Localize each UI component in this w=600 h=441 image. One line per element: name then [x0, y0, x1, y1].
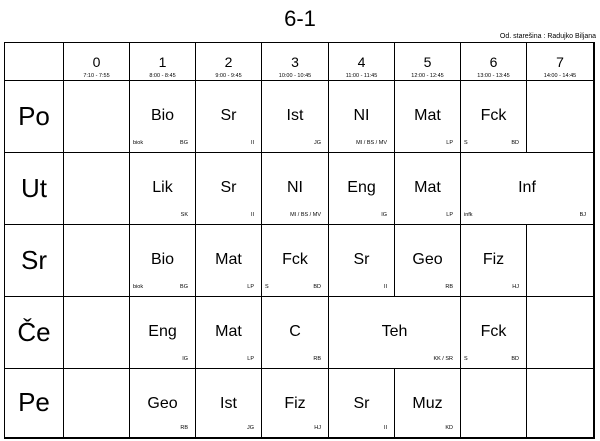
lesson-subject: Bio — [150, 251, 175, 268]
lesson-subject: Fck — [480, 107, 507, 124]
lesson-cell — [196, 369, 262, 438]
lesson-teacher: BD — [313, 284, 321, 290]
lesson-teacher: JG — [313, 140, 321, 146]
period-time: 11:00 - 11:45 — [345, 73, 378, 79]
empty-cell — [64, 153, 130, 225]
day-name: Ut — [21, 172, 47, 203]
lesson-subject: Fck — [282, 251, 308, 268]
lesson-cell — [395, 81, 461, 153]
empty-cell — [64, 369, 130, 438]
day-label — [5, 225, 64, 297]
head-teacher-label: Od. starešina : Radujko Biljana — [499, 33, 596, 40]
lesson-teacher: HJ — [314, 425, 321, 431]
period-header-5 — [395, 43, 461, 81]
lesson-cell — [262, 81, 329, 153]
empty-cell — [64, 81, 130, 153]
lesson-teacher: RB — [313, 356, 321, 362]
day-label — [5, 81, 64, 153]
day-name: Če — [17, 316, 51, 347]
empty-cell — [527, 225, 594, 297]
lesson-cell — [196, 297, 262, 369]
lesson-subject: Ist — [286, 107, 304, 124]
lesson-cell — [262, 297, 329, 369]
empty-cell — [461, 369, 527, 438]
period-header-2 — [196, 43, 262, 81]
lesson-teacher: II — [383, 425, 387, 431]
period-time: 14:00 - 14:45 — [543, 73, 577, 79]
lesson-teacher: BG — [180, 140, 188, 146]
lesson-cell — [395, 369, 461, 438]
lesson-subject: Teh — [381, 323, 408, 340]
lesson-cell — [329, 225, 395, 297]
lesson-cell — [329, 81, 395, 153]
period-header-7 — [527, 43, 594, 81]
lesson-cell — [329, 297, 461, 369]
lesson-cell — [329, 369, 395, 438]
lesson-cell — [395, 225, 461, 297]
lesson-cell — [461, 153, 594, 225]
lesson-subject: Bio — [150, 107, 175, 124]
day-label — [5, 153, 64, 225]
lesson-cell — [130, 81, 196, 153]
lesson-cell — [130, 297, 196, 369]
period-number: 2 — [224, 54, 233, 70]
lesson-cell — [196, 153, 262, 225]
lesson-subject: Geo — [147, 395, 178, 412]
lesson-teacher: RB — [445, 284, 453, 290]
lesson-teacher: IG — [381, 212, 387, 218]
lesson-subject: Inf — [518, 179, 536, 196]
lesson-teacher: II — [250, 212, 254, 218]
period-header-0 — [64, 43, 130, 81]
lesson-subject: Sr — [220, 107, 237, 124]
empty-cell — [64, 297, 130, 369]
lesson-subject: Lik — [152, 179, 173, 196]
lesson-subject: Fiz — [482, 251, 505, 268]
lesson-room: infk — [464, 212, 473, 218]
lesson-subject: Fck — [480, 323, 507, 340]
empty-cell — [527, 297, 594, 369]
lesson-teacher: LP — [247, 356, 254, 362]
lesson-subject: Geo — [412, 251, 443, 268]
period-time: 7:10 - 7:55 — [83, 73, 110, 79]
lesson-teacher: HJ — [512, 284, 519, 290]
period-time: 12:00 - 12:45 — [411, 73, 444, 79]
lesson-teacher: LP — [446, 140, 453, 146]
period-number: 1 — [158, 54, 167, 70]
timetable-grid — [4, 42, 595, 439]
lesson-cell — [329, 153, 395, 225]
lesson-subject: Eng — [347, 179, 376, 196]
lesson-cell — [461, 225, 527, 297]
lesson-room: biok — [133, 284, 144, 290]
lesson-teacher: KK / SR — [433, 356, 453, 362]
lesson-subject: NI — [353, 107, 370, 124]
lesson-teacher: LP — [247, 284, 254, 290]
period-number: 3 — [291, 54, 299, 70]
lesson-teacher: II — [250, 140, 254, 146]
lesson-cell — [262, 153, 329, 225]
lesson-teacher: MI / BS / MV — [290, 212, 321, 218]
lesson-subject: Ist — [220, 395, 237, 412]
lesson-teacher: II — [383, 284, 387, 290]
day-label — [5, 369, 64, 438]
lesson-teacher: BD — [511, 356, 519, 362]
period-time: 10:00 - 10:45 — [278, 73, 312, 79]
lesson-teacher: BG — [180, 284, 188, 290]
lesson-subject: Mat — [414, 179, 441, 196]
lesson-teacher: SK — [180, 212, 188, 218]
period-number: 6 — [489, 54, 498, 70]
lesson-subject: Mat — [414, 107, 441, 124]
lesson-teacher: BJ — [579, 212, 586, 218]
period-header-3 — [262, 43, 329, 81]
day-name: Pe — [18, 386, 50, 417]
lesson-subject: Muz — [412, 395, 443, 412]
period-number: 7 — [556, 54, 564, 70]
lesson-teacher: RB — [180, 425, 188, 431]
day-label — [5, 297, 64, 369]
period-time: 8:00 - 8:45 — [149, 73, 176, 79]
period-number: 4 — [357, 54, 366, 70]
empty-cell — [527, 369, 594, 438]
lesson-teacher: JG — [246, 425, 254, 431]
lesson-subject: Mat — [215, 251, 242, 268]
lesson-subject: Sr — [353, 395, 370, 412]
corner-cell — [5, 43, 64, 81]
lesson-room: S — [265, 284, 269, 290]
lesson-subject: Sr — [353, 251, 370, 268]
lesson-teacher: BD — [511, 140, 519, 146]
day-name: Sr — [21, 244, 47, 275]
lesson-cell — [262, 225, 329, 297]
lesson-subject: C — [289, 323, 301, 340]
period-header-6 — [461, 43, 527, 81]
period-number: 5 — [423, 54, 432, 70]
lesson-cell — [196, 81, 262, 153]
empty-cell — [527, 81, 594, 153]
lesson-teacher: MI / BS / MV — [356, 140, 387, 146]
lesson-room: S — [464, 140, 468, 146]
period-number: 0 — [92, 54, 101, 70]
lesson-subject: Mat — [215, 323, 242, 340]
period-time: 13:00 - 13:45 — [477, 73, 510, 79]
lesson-cell — [130, 153, 196, 225]
lesson-cell — [461, 81, 527, 153]
lesson-room: biok — [133, 140, 144, 146]
page-title: 6-1 — [284, 6, 316, 31]
period-header-1 — [130, 43, 196, 81]
lesson-teacher: LP — [446, 212, 453, 218]
lesson-cell — [130, 225, 196, 297]
lesson-cell — [461, 297, 527, 369]
lesson-teacher: KD — [445, 425, 453, 431]
lesson-subject: Sr — [220, 179, 237, 196]
lesson-cell — [196, 225, 262, 297]
period-header-4 — [329, 43, 395, 81]
lesson-cell — [262, 369, 329, 438]
empty-cell — [64, 225, 130, 297]
lesson-teacher: IG — [182, 356, 188, 362]
lesson-subject: NI — [287, 179, 303, 196]
period-time: 9:00 - 9:45 — [215, 73, 242, 79]
lesson-subject: Eng — [148, 323, 177, 340]
day-name: Po — [18, 100, 50, 131]
lesson-cell — [395, 153, 461, 225]
lesson-room: S — [464, 356, 468, 362]
lesson-subject: Fiz — [284, 395, 306, 412]
lesson-cell — [130, 369, 196, 438]
